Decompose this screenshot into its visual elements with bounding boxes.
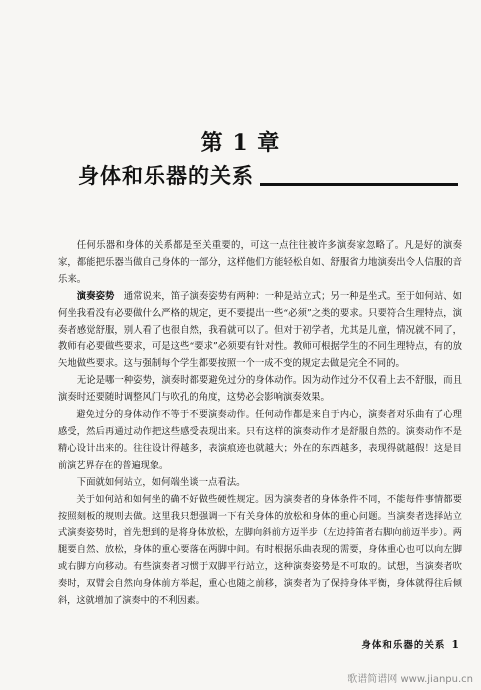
running-title: 身体和乐器的关系 xyxy=(361,640,446,651)
paragraph xyxy=(58,475,462,492)
chapter-heading: 第 1 章 xyxy=(200,130,281,156)
chapter-title-row xyxy=(78,160,458,190)
paragraph-text: 关于如何站和如何坐的确不好做些硬性规定。因为演奏者的身体条件不同，不能每件事情都要按照刻板的规则去做。这里我只想强调一下有关身体的放松和身体的重心问题。当演奏者选择站立式演奏姿势时，首先想到的是将身体放松，左脚向斜前方迈半步（左边持笛者右脚向前迈半步）。两腿要自然、放松，身体的重心要落在两脚中间。有时根据乐曲表现的需要，身体重心也可以向左脚或右脚方向移动。有些演奏者习惯于双脚平行站立，这种演奏姿势是不可取的。试想，当演奏者吹奏时，双臂会自然向身体前方举起，重心也随之前移，演奏者为了保持身体平衡，身体就得往后倾斜，这就增加了演奏中的不利因素。 xyxy=(58,493,462,607)
chapter-title: 身体和乐器的关系 xyxy=(78,163,254,188)
paragraph xyxy=(58,238,462,289)
paragraph-text: 通常说来，笛子演奏姿势有两种：一种是站立式；另一种是坐式。至于如何站、如何坐我看没有必要做什么严格的规定，更不要提出一些“必须”之类的要求。只要符合生理特点，演奏者感觉舒服，别人看了也很自然，我看就可以了。但对于初学者，尤其是儿童，情况就不同了，教师有必要做些要求，可是这些“要求”必须要有针对性。教师可根据学生的不同生理特点，有的放矢地做些要求。这与强制每个学生都要按照一个一成不变的规定去做是完全不同的。 xyxy=(58,290,462,370)
paragraph xyxy=(58,373,462,407)
watermark: 歌谱简谱网 www.jianpu.cn xyxy=(347,674,473,685)
paragraph-text: 无论是哪一种姿势，演奏时都要避免过分的身体动作。因为动作过分不仅看上去不舒服，而且演奏时还要随时调整风门与吹孔的角度，这势必会影响演奏效果。 xyxy=(58,375,462,404)
paragraph xyxy=(58,407,462,475)
paragraph-text: 任何乐器和身体的关系都是至关重要的，可这一点往往被许多演奏家忽略了。凡是好的演奏家，都能把乐器当做自己身体的一部分，这样他们方能轻松自如、舒服省力地演奏出令人信服的音乐来。 xyxy=(58,240,462,285)
body-text xyxy=(58,238,462,610)
paragraph xyxy=(58,289,462,374)
title-underline xyxy=(260,183,458,186)
paragraph xyxy=(58,492,462,610)
paragraph-lead: 演奏姿势 xyxy=(76,290,115,302)
paragraph-text: 避免过分的身体动作不等于不要演奏动作。任何动作都是来自于内心，演奏者对乐曲有了心理感受，然后再通过动作把这些感受表现出来。只有这样的演奏动作才是舒服自然的。演奏动作不是精心设计出来的。往往设计得越多，表演痕迹也就越大；外在的东西越多，表现得就越假！这是目前演艺界存在的普遍现象。 xyxy=(58,409,462,471)
page-footer xyxy=(361,637,459,651)
page-number: 1 xyxy=(451,638,459,651)
paragraph-text: 下面就如何站立，如何端坐谈一点看法。 xyxy=(76,476,246,488)
